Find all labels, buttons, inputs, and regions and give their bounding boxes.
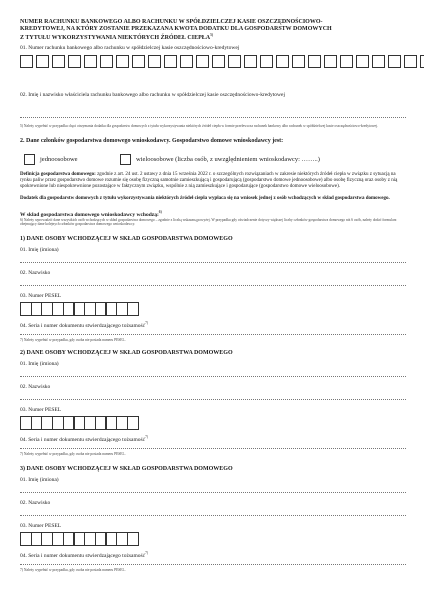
last-name-input[interactable] <box>20 285 406 286</box>
bank-account-boxes[interactable] <box>20 55 424 68</box>
first-name-input[interactable] <box>20 492 406 493</box>
pesel-label: 03. Numer PESEL <box>20 407 62 413</box>
pesel-boxes[interactable] <box>20 302 138 316</box>
pesel-boxes[interactable] <box>20 532 138 546</box>
pesel-boxes[interactable] <box>20 416 138 430</box>
id-document-input[interactable] <box>20 448 406 449</box>
bank-digit-box[interactable] <box>420 55 424 68</box>
last-name-label: 02. Nazwisko <box>20 384 51 390</box>
bank-digit-box[interactable] <box>404 55 417 68</box>
pesel-digit-box[interactable] <box>127 416 139 430</box>
bank-digit-box[interactable] <box>180 55 193 68</box>
first-name-input[interactable] <box>20 376 406 377</box>
pesel-label: 03. Numer PESEL <box>20 523 62 529</box>
bank-digit-box[interactable] <box>100 55 113 68</box>
bank-digit-box[interactable] <box>20 55 33 68</box>
bank-digit-box[interactable] <box>196 55 209 68</box>
eligibility-note: Dodatek dla gospodarstw domowych z tytułu wykorzystywania niektórych źródeł ciepła wypłaca się na wniosek jednej z osób wchodzących w skład gospodarstwa domowego. <box>20 196 390 201</box>
bank-account-label: 01. Numer rachunku bankowego albo rachunku w spółdzielczej kasie oszczędnościowo-kredytowej <box>20 45 240 51</box>
first-name-label: 01. Imię (imiona) <box>20 247 59 253</box>
single-person-checkbox[interactable] <box>24 154 35 165</box>
bank-digit-box[interactable] <box>228 55 241 68</box>
person-heading: 2) DANE OSOBY WCHODZĄCEJ W SKŁAD GOSPODARSTWA DOMOWEGO <box>20 350 233 356</box>
last-name-label: 02. Nazwisko <box>20 270 51 276</box>
bank-digit-box[interactable] <box>148 55 161 68</box>
bank-digit-box[interactable] <box>324 55 337 68</box>
bank-digit-box[interactable] <box>212 55 225 68</box>
bank-digit-box[interactable] <box>260 55 273 68</box>
section-2-title: 2. Dane członków gospodarstwa domowego wnioskodawcy. Gospodarstwo domowe wnioskodawcy jest: <box>20 138 284 144</box>
first-name-input[interactable] <box>20 262 406 263</box>
bank-digit-box[interactable] <box>68 55 81 68</box>
account-owner-input[interactable] <box>20 117 406 118</box>
pesel-label: 03. Numer PESEL <box>20 293 62 299</box>
person-heading: 3) DANE OSOBY WCHODZĄCEJ W SKŁAD GOSPODARSTWA DOMOWEGO <box>20 466 233 472</box>
bank-digit-box[interactable] <box>164 55 177 68</box>
id-document-input[interactable] <box>20 334 406 335</box>
last-name-label: 02. Nazwisko <box>20 500 51 506</box>
footnote-7: 7) Należy wypełnić w przypadku, gdy osoba nie posiada numeru PESEL. <box>20 338 126 342</box>
header-line-2: KREDYTOWEJ, NA KTÓRY ZOSTANIE PRZEKAZANA KWOTA DODATKU DLA GOSPODARSTW DOMOWYCH <box>20 26 332 32</box>
id-document-label: 04. Seria i numer dokumentu stwierdzającego tożsamość$^{7)}$ <box>20 551 149 559</box>
bank-digit-box[interactable] <box>308 55 321 68</box>
bank-digit-box[interactable] <box>276 55 289 68</box>
footnote-5: 5) Należy wypełnić w przypadku chęci otrzymania dodatku dla gospodarstw domowych z tytułu wykorzystywania niektórych źródeł ciepła w formie przelewu na rachunek bankowy albo rachunek w spółdzielczej kasie oszczędnościowo-kredytowej. <box>20 124 378 128</box>
header-line-1: NUMER RACHUNKU BANKOWEGO ALBO RACHUNKU W SPÓŁDZIELCZEJ KASIE OSZCZĘDNOŚCIOWO- <box>20 19 323 25</box>
first-name-label: 01. Imię (imiona) <box>20 477 59 483</box>
id-document-input[interactable] <box>20 564 406 565</box>
bank-digit-box[interactable] <box>116 55 129 68</box>
bank-digit-box[interactable] <box>36 55 49 68</box>
bank-digit-box[interactable] <box>340 55 353 68</box>
footnote-6: 6) Należy wprowadzić dane wszystkich osób wchodzących w skład gospodarstwa domowego – zgodnie z liczbą wskazaną powyżej. W przypadku gdy oświadczenie dotyczy większej liczby członków gospodarstwa domowego niż 6 osób, należy dodać formularz obejmujący dane kolejnych członków gospodarstwa domowego wnioskodawcy. <box>20 218 397 227</box>
pesel-digit-box[interactable] <box>127 532 139 546</box>
bank-digit-box[interactable] <box>372 55 385 68</box>
bank-digit-box[interactable] <box>52 55 65 68</box>
bank-digit-box[interactable] <box>388 55 401 68</box>
footnote-7: 7) Należy wypełnić w przypadku, gdy osoba nie posiada numeru PESEL. <box>20 568 126 572</box>
first-name-label: 01. Imię (imiona) <box>20 361 59 367</box>
account-owner-label: 02. Imię i nazwisko właściciela rachunku bankowego albo rachunku w spółdzielczej kasie oszczędnościowo-kredytowej <box>20 92 285 98</box>
bank-digit-box[interactable] <box>84 55 97 68</box>
single-person-label: jednoosobowe <box>40 156 78 163</box>
last-name-input[interactable] <box>20 399 406 400</box>
id-document-label: 04. Seria i numer dokumentu stwierdzającego tożsamość$^{7)}$ <box>20 435 149 443</box>
household-definition: Definicja gospodarstwa domowego: zgodnie z art. 24 ust. 2 ustawy z dnia 15 września 2022 r. o szczególnych rozwiązaniach w zakresie niektórych źródeł ciepła w związku z sytuacją na rynku paliw przez gospodarstwo domowe rozumie się osobę fizyczną samotnie zamieszkującą i gospodarującą (gospodarstwo domowe jednoosobowe) albo osobę fizyczną oraz osoby z nią spokrewnione lub niespokrewnione pozostające w faktycznym związku, wspólnie z nią zamieszkujące i gospodarujące (gospodarstwo domowe wieloosobowe). <box>20 172 398 189</box>
multi-person-label: wieloosobowe (liczba osób, z uwzględnieniem wnioskodawcy: ……..) <box>136 156 320 163</box>
bank-digit-box[interactable] <box>292 55 305 68</box>
bank-digit-box[interactable] <box>356 55 369 68</box>
last-name-input[interactable] <box>20 515 406 516</box>
members-intro: W skład gospodarstwa domowego wnioskodawcy wchodzą:$^{6)}$ <box>20 210 162 218</box>
footnote-7: 7) Należy wypełnić w przypadku, gdy osoba nie posiada numeru PESEL. <box>20 452 126 456</box>
multi-person-checkbox[interactable] <box>120 154 131 165</box>
bank-digit-box[interactable] <box>132 55 145 68</box>
person-heading: 1) DANE OSOBY WCHODZĄCEJ W SKŁAD GOSPODARSTWA DOMOWEGO <box>20 236 233 242</box>
pesel-digit-box[interactable] <box>127 302 139 316</box>
header-line-3: Z TYTUŁU WYKORZYSTYWANIA NIEKTÓRYCH ŹRÓDEŁ CIEPŁA$^{5)}$ <box>20 33 214 41</box>
bank-digit-box[interactable] <box>244 55 257 68</box>
id-document-label: 04. Seria i numer dokumentu stwierdzającego tożsamość$^{7)}$ <box>20 321 149 329</box>
